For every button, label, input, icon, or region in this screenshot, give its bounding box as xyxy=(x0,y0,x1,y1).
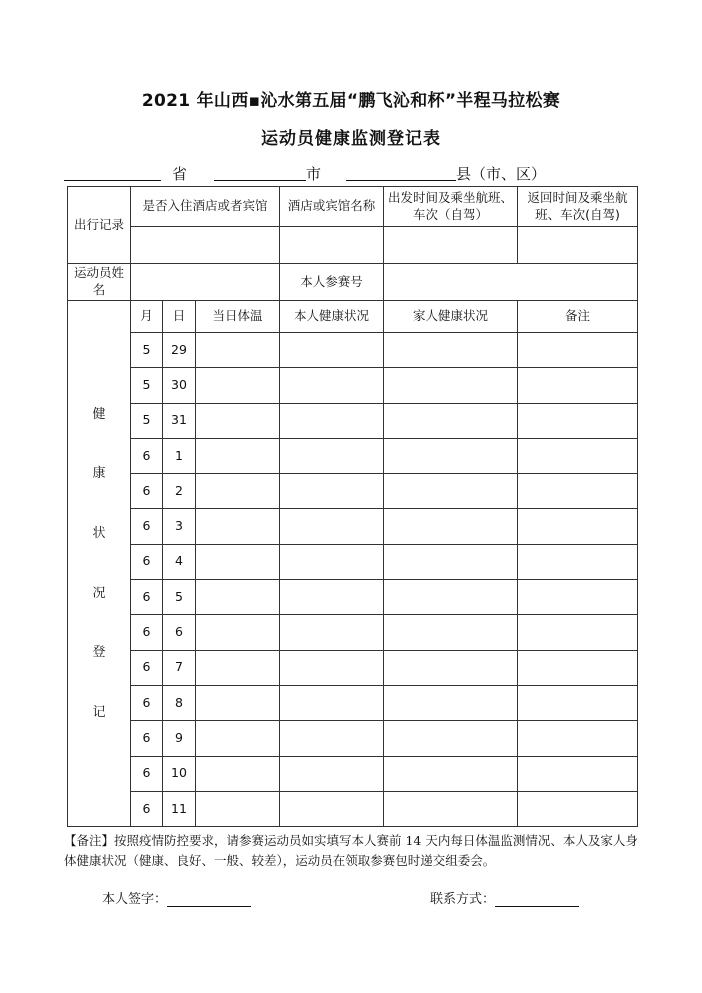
temperature-cell[interactable] xyxy=(196,438,280,473)
contact-blank[interactable] xyxy=(495,892,579,907)
section-char: 况 xyxy=(92,585,106,601)
family-health-cell[interactable] xyxy=(384,580,518,615)
health-row xyxy=(68,791,638,826)
county-blank[interactable] xyxy=(346,180,456,181)
family-health-cell[interactable] xyxy=(384,509,518,544)
self-health-cell[interactable] xyxy=(280,544,384,579)
health-row xyxy=(68,756,638,791)
day-cell: 7 xyxy=(163,650,196,685)
month-cell: 6 xyxy=(131,721,163,756)
self-health-cell[interactable] xyxy=(280,509,384,544)
form-subtitle: 运动员健康监测登记表 xyxy=(261,129,441,149)
return-header: 返回时间及乘坐航班、车次(自驾) xyxy=(518,187,638,227)
month-cell: 5 xyxy=(131,368,163,403)
remark-cell[interactable] xyxy=(518,333,638,368)
month-cell: 6 xyxy=(131,544,163,579)
month-cell: 6 xyxy=(131,791,163,826)
day-cell: 10 xyxy=(163,756,196,791)
health-register-table xyxy=(67,186,638,827)
day-cell: 31 xyxy=(163,403,196,438)
month-cell: 6 xyxy=(131,615,163,650)
day-cell: 2 xyxy=(163,474,196,509)
contact-area xyxy=(430,888,579,907)
health-row xyxy=(68,615,638,650)
day-cell: 5 xyxy=(163,580,196,615)
day-cell: 6 xyxy=(163,615,196,650)
month-cell: 5 xyxy=(131,403,163,438)
remark-cell[interactable] xyxy=(518,403,638,438)
day-cell: 29 xyxy=(163,333,196,368)
remark-cell[interactable] xyxy=(518,544,638,579)
remark-cell[interactable] xyxy=(518,438,638,473)
day-header: 日 xyxy=(163,301,196,333)
family-health-cell[interactable] xyxy=(384,721,518,756)
temperature-cell[interactable] xyxy=(196,474,280,509)
self-health-header: 本人健康状况 xyxy=(280,301,384,333)
signature-label: 本人签字： xyxy=(102,892,168,907)
family-health-cell[interactable] xyxy=(384,333,518,368)
health-row xyxy=(68,721,638,756)
month-cell: 6 xyxy=(131,650,163,685)
temperature-cell[interactable] xyxy=(196,403,280,438)
bib-number-label: 本人参赛号 xyxy=(280,264,384,301)
health-row xyxy=(68,580,638,615)
temperature-cell[interactable] xyxy=(196,509,280,544)
self-health-cell[interactable] xyxy=(280,685,384,720)
day-cell: 3 xyxy=(163,509,196,544)
hotel-name-header: 酒店或宾馆名称 xyxy=(280,187,384,227)
family-health-cell[interactable] xyxy=(384,544,518,579)
remark-cell[interactable] xyxy=(518,368,638,403)
self-health-cell[interactable] xyxy=(280,438,384,473)
remark-header: 备注 xyxy=(518,301,638,333)
family-health-cell[interactable] xyxy=(384,474,518,509)
day-cell: 1 xyxy=(163,438,196,473)
month-cell: 6 xyxy=(131,685,163,720)
section-char: 康 xyxy=(92,466,106,482)
family-health-cell[interactable] xyxy=(384,650,518,685)
temperature-cell[interactable] xyxy=(196,615,280,650)
temperature-cell[interactable] xyxy=(196,756,280,791)
day-cell: 30 xyxy=(163,368,196,403)
remark-cell[interactable] xyxy=(518,756,638,791)
temperature-cell[interactable] xyxy=(196,721,280,756)
hotel-question-header: 是否入住酒店或者宾馆 xyxy=(131,187,280,227)
temperature-cell[interactable] xyxy=(196,650,280,685)
family-health-cell[interactable] xyxy=(384,368,518,403)
health-row xyxy=(68,474,638,509)
family-health-cell[interactable] xyxy=(384,438,518,473)
temperature-cell[interactable] xyxy=(196,368,280,403)
county-label: 县（市、区） xyxy=(456,165,547,183)
remark-cell[interactable] xyxy=(518,615,638,650)
remark-cell[interactable] xyxy=(518,721,638,756)
health-row xyxy=(68,438,638,473)
month-header: 月 xyxy=(131,301,163,333)
section-char: 记 xyxy=(92,704,106,720)
remark-cell[interactable] xyxy=(518,509,638,544)
athlete-name-label: 运动员姓名 xyxy=(68,264,131,301)
self-health-cell[interactable] xyxy=(280,403,384,438)
province-label: 省 xyxy=(172,165,188,183)
section-char: 登 xyxy=(92,645,106,661)
month-cell: 6 xyxy=(131,756,163,791)
temperature-cell[interactable] xyxy=(196,333,280,368)
signature-blank[interactable] xyxy=(167,892,251,907)
remark-cell[interactable] xyxy=(518,650,638,685)
temperature-cell[interactable] xyxy=(196,685,280,720)
signature-area xyxy=(102,888,251,907)
departure-cell[interactable] xyxy=(384,227,518,264)
day-cell: 8 xyxy=(163,685,196,720)
month-cell: 6 xyxy=(131,580,163,615)
family-health-cell[interactable] xyxy=(384,615,518,650)
departure-header: 出发时间及乘坐航班、车次（自驾） xyxy=(384,187,518,227)
month-cell: 6 xyxy=(131,509,163,544)
self-health-cell[interactable] xyxy=(280,333,384,368)
health-row xyxy=(68,650,638,685)
city-label: 市 xyxy=(306,165,322,183)
health-row xyxy=(68,333,638,368)
hotel-name-cell[interactable] xyxy=(280,227,384,264)
self-health-cell[interactable] xyxy=(280,756,384,791)
self-health-cell[interactable] xyxy=(280,791,384,826)
form-note: 【备注】按照疫情防控要求，请参赛运动员如实填写本人赛前 14 天内每日体温监测情况、本人及家人身体健康状况（健康、良好、一般、较差），运动员在领取参赛包时递交组委会。 xyxy=(64,833,638,868)
province-blank[interactable] xyxy=(64,180,161,181)
temperature-cell[interactable] xyxy=(196,791,280,826)
bib-number-cell[interactable] xyxy=(384,264,638,301)
day-cell: 11 xyxy=(163,791,196,826)
health-row xyxy=(68,685,638,720)
day-cell: 4 xyxy=(163,544,196,579)
section-char: 健 xyxy=(92,406,106,422)
health-row xyxy=(68,368,638,403)
hotel-question-cell[interactable] xyxy=(131,227,280,264)
self-health-cell[interactable] xyxy=(280,615,384,650)
family-health-cell[interactable] xyxy=(384,685,518,720)
family-health-header: 家人健康状况 xyxy=(384,301,518,333)
family-health-cell[interactable] xyxy=(384,791,518,826)
athlete-name-cell[interactable] xyxy=(131,264,280,301)
day-cell: 9 xyxy=(163,721,196,756)
temperature-cell[interactable] xyxy=(196,544,280,579)
section-char: 状 xyxy=(92,526,106,542)
travel-record-label: 出行记录 xyxy=(68,187,131,264)
remark-cell[interactable] xyxy=(518,791,638,826)
self-health-cell[interactable] xyxy=(280,580,384,615)
self-health-cell[interactable] xyxy=(280,650,384,685)
remark-cell[interactable] xyxy=(518,580,638,615)
health-row xyxy=(68,509,638,544)
temperature-header: 当日体温 xyxy=(196,301,280,333)
health-section-label xyxy=(68,301,131,827)
month-cell: 6 xyxy=(131,438,163,473)
contact-label: 联系方式： xyxy=(430,892,496,907)
family-health-cell[interactable] xyxy=(384,756,518,791)
temperature-cell[interactable] xyxy=(196,580,280,615)
self-health-cell[interactable] xyxy=(280,368,384,403)
month-cell: 6 xyxy=(131,474,163,509)
self-health-cell[interactable] xyxy=(280,474,384,509)
health-row xyxy=(68,544,638,579)
month-cell: 5 xyxy=(131,333,163,368)
form-title: 2021 年山西▪沁水第五届“鹏飞沁和杯”半程马拉松赛 xyxy=(141,91,561,111)
return-cell[interactable] xyxy=(518,227,638,264)
self-health-cell[interactable] xyxy=(280,721,384,756)
region-line xyxy=(64,163,664,185)
remark-cell[interactable] xyxy=(518,685,638,720)
family-health-cell[interactable] xyxy=(384,403,518,438)
health-row xyxy=(68,403,638,438)
city-blank[interactable] xyxy=(214,180,306,181)
remark-cell[interactable] xyxy=(518,474,638,509)
